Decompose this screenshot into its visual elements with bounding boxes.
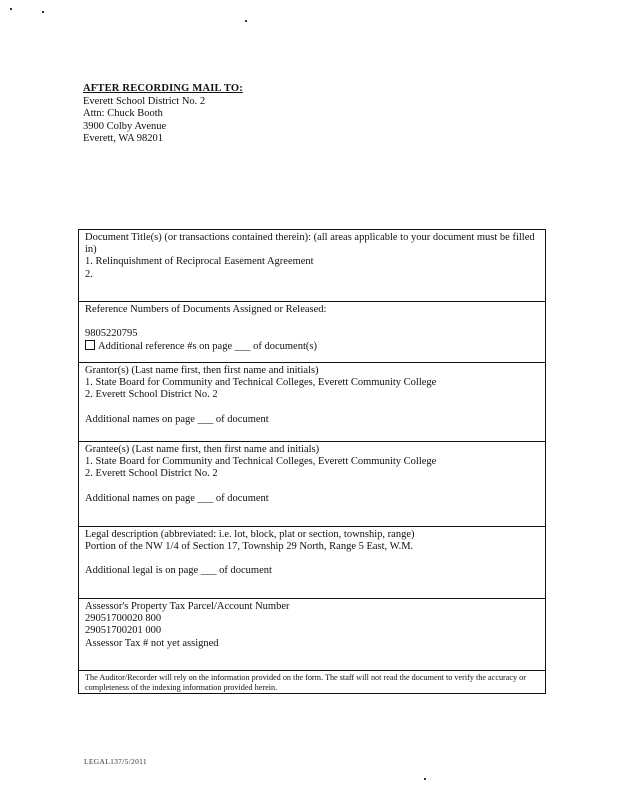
assessor-section [79,599,545,671]
assessor-note: Assessor Tax # not yet assigned [85,637,219,649]
additional-reference-checkbox[interactable] [85,340,95,350]
legal-description-text: Portion of the NW 1/4 of Section 17, Township 29 North, Range 5 East, W.M. [85,541,414,553]
grantee-item-2: 2. Everett School District No. 2 [85,468,218,480]
mail-to-line: Everett, WA 98201 [83,133,164,144]
additional-reference-text: Additional reference #s on page ___ of document(s) [98,341,317,353]
mail-to-line: Everett School District No. 2 [83,95,206,107]
assessor-parcel-1: 29051700020 800 [85,613,162,625]
grantee-section [79,442,545,527]
grantor-label: Grantor(s) (Last name first, then first name and initials) [85,365,319,376]
assessor-label: Assessor's Property Tax Parcel/Account Number [85,601,290,612]
document-title-label: Document Title(s) (or transactions contained therein): (all areas applicable to your document must be filled in) [85,232,535,256]
grantor-section [79,363,545,442]
grantor-item-2: 2. Everett School District No. 2 [85,389,218,401]
auditor-disclaimer: The Auditor/Recorder will rely on the information provided on the form. The staff will not read the document to verify the accuracy or completeness of the indexing information provided herein. [85,673,527,692]
document-title-item-1: 1. Relinquishment of Reciprocal Easement Agreement [85,256,314,268]
additional-reference-row [85,340,539,353]
scan-speck [42,11,44,13]
reference-numbers-label: Reference Numbers of Documents Assigned or Released: [85,304,327,315]
legal-description-additional: Additional legal is on page ___ of document [85,565,272,577]
grantee-item-1: 1. State Board for Community and Technical Colleges, Everett Community College [85,456,437,468]
assessor-parcel-2: 29051700201 000 [85,625,162,637]
mail-to-heading: AFTER RECORDING MAIL TO: [83,83,243,94]
grantee-additional-names: Additional names on page ___ of document [85,492,269,504]
legal-description-label: Legal description (abbreviated: i.e. lot, block, plat or section, township, range) [85,529,415,540]
document-title-item-2: 2. [85,268,93,280]
scan-speck [424,778,426,780]
grantor-additional-names: Additional names on page ___ of document [85,413,269,425]
auditor-disclaimer-section [79,671,545,693]
footer-form-code: LEGAL137/5/2011 [84,757,147,766]
document-title-section [79,230,545,302]
mail-to-block [83,83,243,146]
mail-to-line: Attn: Chuck Booth [83,108,163,119]
legal-description-section [79,527,545,599]
mail-to-line: 3900 Colby Avenue [83,120,167,132]
reference-numbers-section [79,302,545,363]
reference-number: 9805220795 [85,328,138,340]
grantor-item-1: 1. State Board for Community and Technical Colleges, Everett Community College [85,377,437,389]
scan-speck [245,20,247,22]
scan-speck [10,8,12,10]
grantee-label: Grantee(s) (Last name first, then first name and initials) [85,444,320,455]
recording-cover-form [78,229,546,694]
